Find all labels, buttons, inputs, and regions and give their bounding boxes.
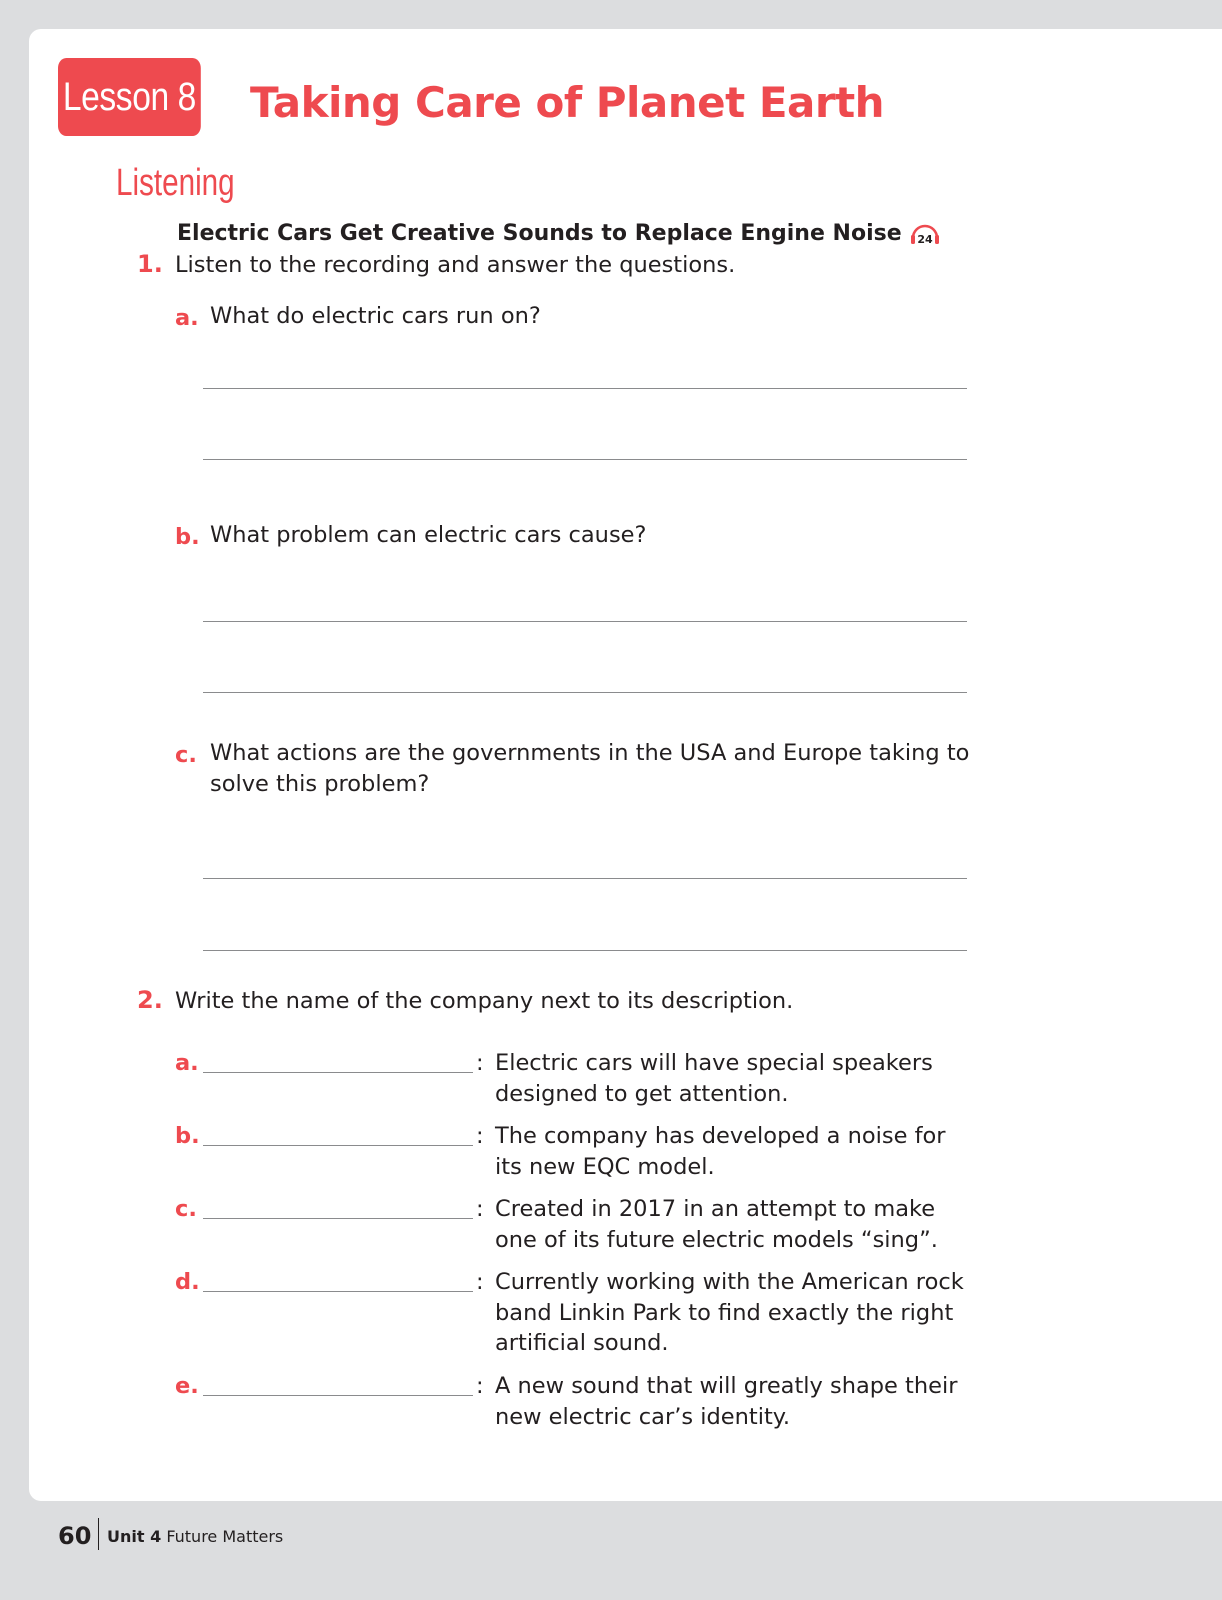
question-1b-letter: b. xyxy=(175,524,200,550)
description-b-letter: b. xyxy=(175,1123,200,1149)
description-c-colon: : xyxy=(476,1196,484,1222)
description-d-text: Currently working with the American rock band Linkin Park to find exactly the right artificial sound. xyxy=(495,1269,964,1356)
company-blank-e[interactable] xyxy=(203,1395,473,1396)
answer-line-1c-1[interactable] xyxy=(203,878,967,879)
lesson-title: Taking Care of Planet Earth xyxy=(250,78,885,127)
description-d-colon: : xyxy=(476,1269,484,1295)
company-blank-a[interactable] xyxy=(203,1072,473,1073)
description-a-colon: : xyxy=(476,1050,484,1076)
company-blank-d[interactable] xyxy=(203,1291,473,1292)
description-e-colon: : xyxy=(476,1373,484,1399)
question-1c-letter: c. xyxy=(175,742,197,768)
description-e-letter: e. xyxy=(175,1373,199,1399)
answer-line-1b-1[interactable] xyxy=(203,621,967,622)
description-a-letter: a. xyxy=(175,1050,199,1076)
section-title: Listening xyxy=(116,162,235,204)
audio-track-number: 24 xyxy=(916,233,933,246)
question-2-number: 2. xyxy=(137,986,163,1014)
description-b-colon: : xyxy=(476,1123,484,1149)
description-e-text: A new sound that will greatly shape their new electric car’s identity. xyxy=(495,1373,958,1430)
company-blank-b[interactable] xyxy=(203,1145,473,1146)
question-1b-text: What problem can electric cars cause? xyxy=(210,522,647,548)
audio-title xyxy=(177,218,942,248)
footer-unit xyxy=(107,1527,283,1546)
description-c-letter: c. xyxy=(175,1196,197,1222)
answer-line-1b-2[interactable] xyxy=(203,692,967,693)
footer-unit-title: Future Matters xyxy=(166,1527,284,1546)
question-2-text: Write the name of the company next to its description. xyxy=(175,988,794,1014)
footer-unit-label: Unit 4 xyxy=(107,1527,162,1546)
lesson-badge: Lesson 8 xyxy=(58,58,201,136)
answer-line-1c-2[interactable] xyxy=(203,950,967,951)
question-1-number: 1. xyxy=(137,250,163,278)
answer-line-1a-1[interactable] xyxy=(203,388,967,389)
footer-divider xyxy=(98,1518,99,1550)
description-b-text: The company has developed a noise for its new EQC model. xyxy=(495,1123,946,1180)
description-c-text: Created in 2017 in an attempt to make one of its future electric models “sing”. xyxy=(495,1196,938,1253)
question-1a-text: What do electric cars run on? xyxy=(210,303,541,329)
description-a-text: Electric cars will have special speakers designed to get attention. xyxy=(495,1050,933,1107)
description-d-letter: d. xyxy=(175,1269,200,1295)
question-1c-text: What actions are the governments in the USA and Europe taking to solve this problem? xyxy=(210,740,970,797)
headphones-icon[interactable] xyxy=(908,218,942,248)
page-number: 60 xyxy=(58,1522,92,1550)
question-1-text: Listen to the recording and answer the questions. xyxy=(175,252,736,278)
company-blank-c[interactable] xyxy=(203,1218,473,1219)
question-1a-letter: a. xyxy=(175,305,199,331)
answer-line-1a-2[interactable] xyxy=(203,459,967,460)
audio-title-text: Electric Cars Get Creative Sounds to Replace Engine Noise xyxy=(177,220,902,246)
